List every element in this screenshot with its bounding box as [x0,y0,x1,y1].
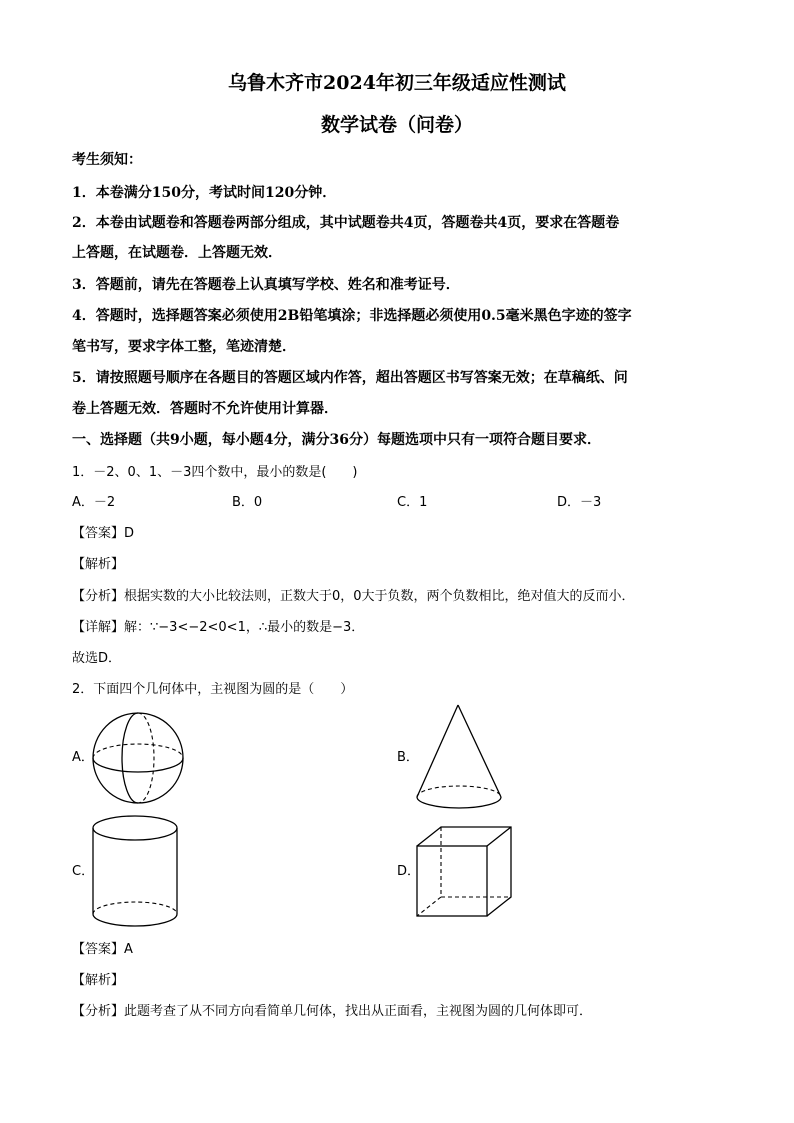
fenxi-tag: 【分析】 [72,1004,125,1019]
fenxi-tag: 【分析】 [72,589,125,604]
q2-answer [72,940,133,960]
notice-line-8: 卷上答题无效．答题时不允许使用计算器． [72,401,338,417]
fenxi-text: 此题考查了从不同方向看简单几何体，找出从正面看，主视图为圆的几何体即可． [124,1004,593,1019]
q2-option-c-label: C． [72,864,95,879]
notice-line-2: 2．本卷由试题卷和答题卷两部分组成，其中试题卷共4页，答题卷共4页，要求在答题卷 [72,215,620,231]
q2-option-b-label: B． [397,750,419,765]
q1-option-c: C．1 [397,495,428,510]
cylinder-icon [90,814,180,930]
answer-value: D [124,526,135,541]
page-title: 乌鲁木齐市2024年初三年级适应性测试 [228,72,566,94]
section-heading: 一、选择题（共9小题，每小题4分，满分36分）每题选项中只有一项符合题目要求． [72,432,601,448]
q1-option-a: A．－2 [72,495,116,510]
detail-text: 解：∵−3<−2<0<1，∴最小的数是−3． [124,620,365,635]
notice-line-5: 4．答题时，选择题答案必须使用2B铅笔填涂；非选择题必须使用0.5毫米黑色字迹的签字 [72,308,632,324]
q1-analysis-tag: 【解析】 [72,557,125,572]
cube-icon [414,824,514,920]
q2-option-d-label: D． [397,864,421,879]
page-subtitle: 数学试卷（问卷） [320,114,473,136]
detail-tag: 【详解】 [72,620,125,635]
fenxi-text: 根据实数的大小比较法则，正数大于0，0大于负数，两个负数相比，绝对值大的反而小． [124,589,635,604]
notice-line-6: 笔书写，要求字体工整，笔迹清楚． [72,339,296,355]
answer-tag: 【答案】 [72,942,125,957]
q1-detail [72,618,364,638]
q2-option-a-label: A． [72,750,94,765]
cone-icon [414,703,504,811]
notice-line-1: 1．本卷满分150分，考试时间120分钟． [72,185,337,201]
answer-value: A [124,942,133,957]
answer-tag: 【答案】 [72,526,125,541]
q2-stem: 2．下面四个几何体中，主视图为圆的是（ ） [72,682,354,697]
notice-line-3: 上答题，在试题卷．上答题无效． [72,245,282,261]
q1-stem: 1．－2、0、1、－3四个数中，最小的数是( ) [72,465,358,480]
notice-heading: 考生须知： [72,152,142,168]
q1-fenxi [72,587,635,607]
sphere-icon [90,710,186,806]
q1-option-b: B．0 [232,495,263,510]
notice-line-7: 5．请按照题号顺序在各题目的答题区域内作答，超出答题区书写答案无效；在草稿纸、问 [72,370,628,386]
q1-answer [72,524,134,544]
q1-option-d: D．－3 [557,495,602,510]
q2-fenxi [72,1002,592,1022]
q2-analysis-tag: 【解析】 [72,973,125,988]
q1-conclusion: 故选D． [72,651,122,666]
notice-line-4: 3．答题前，请先在答题卷上认真填写学校、姓名和准考证号． [72,277,460,293]
